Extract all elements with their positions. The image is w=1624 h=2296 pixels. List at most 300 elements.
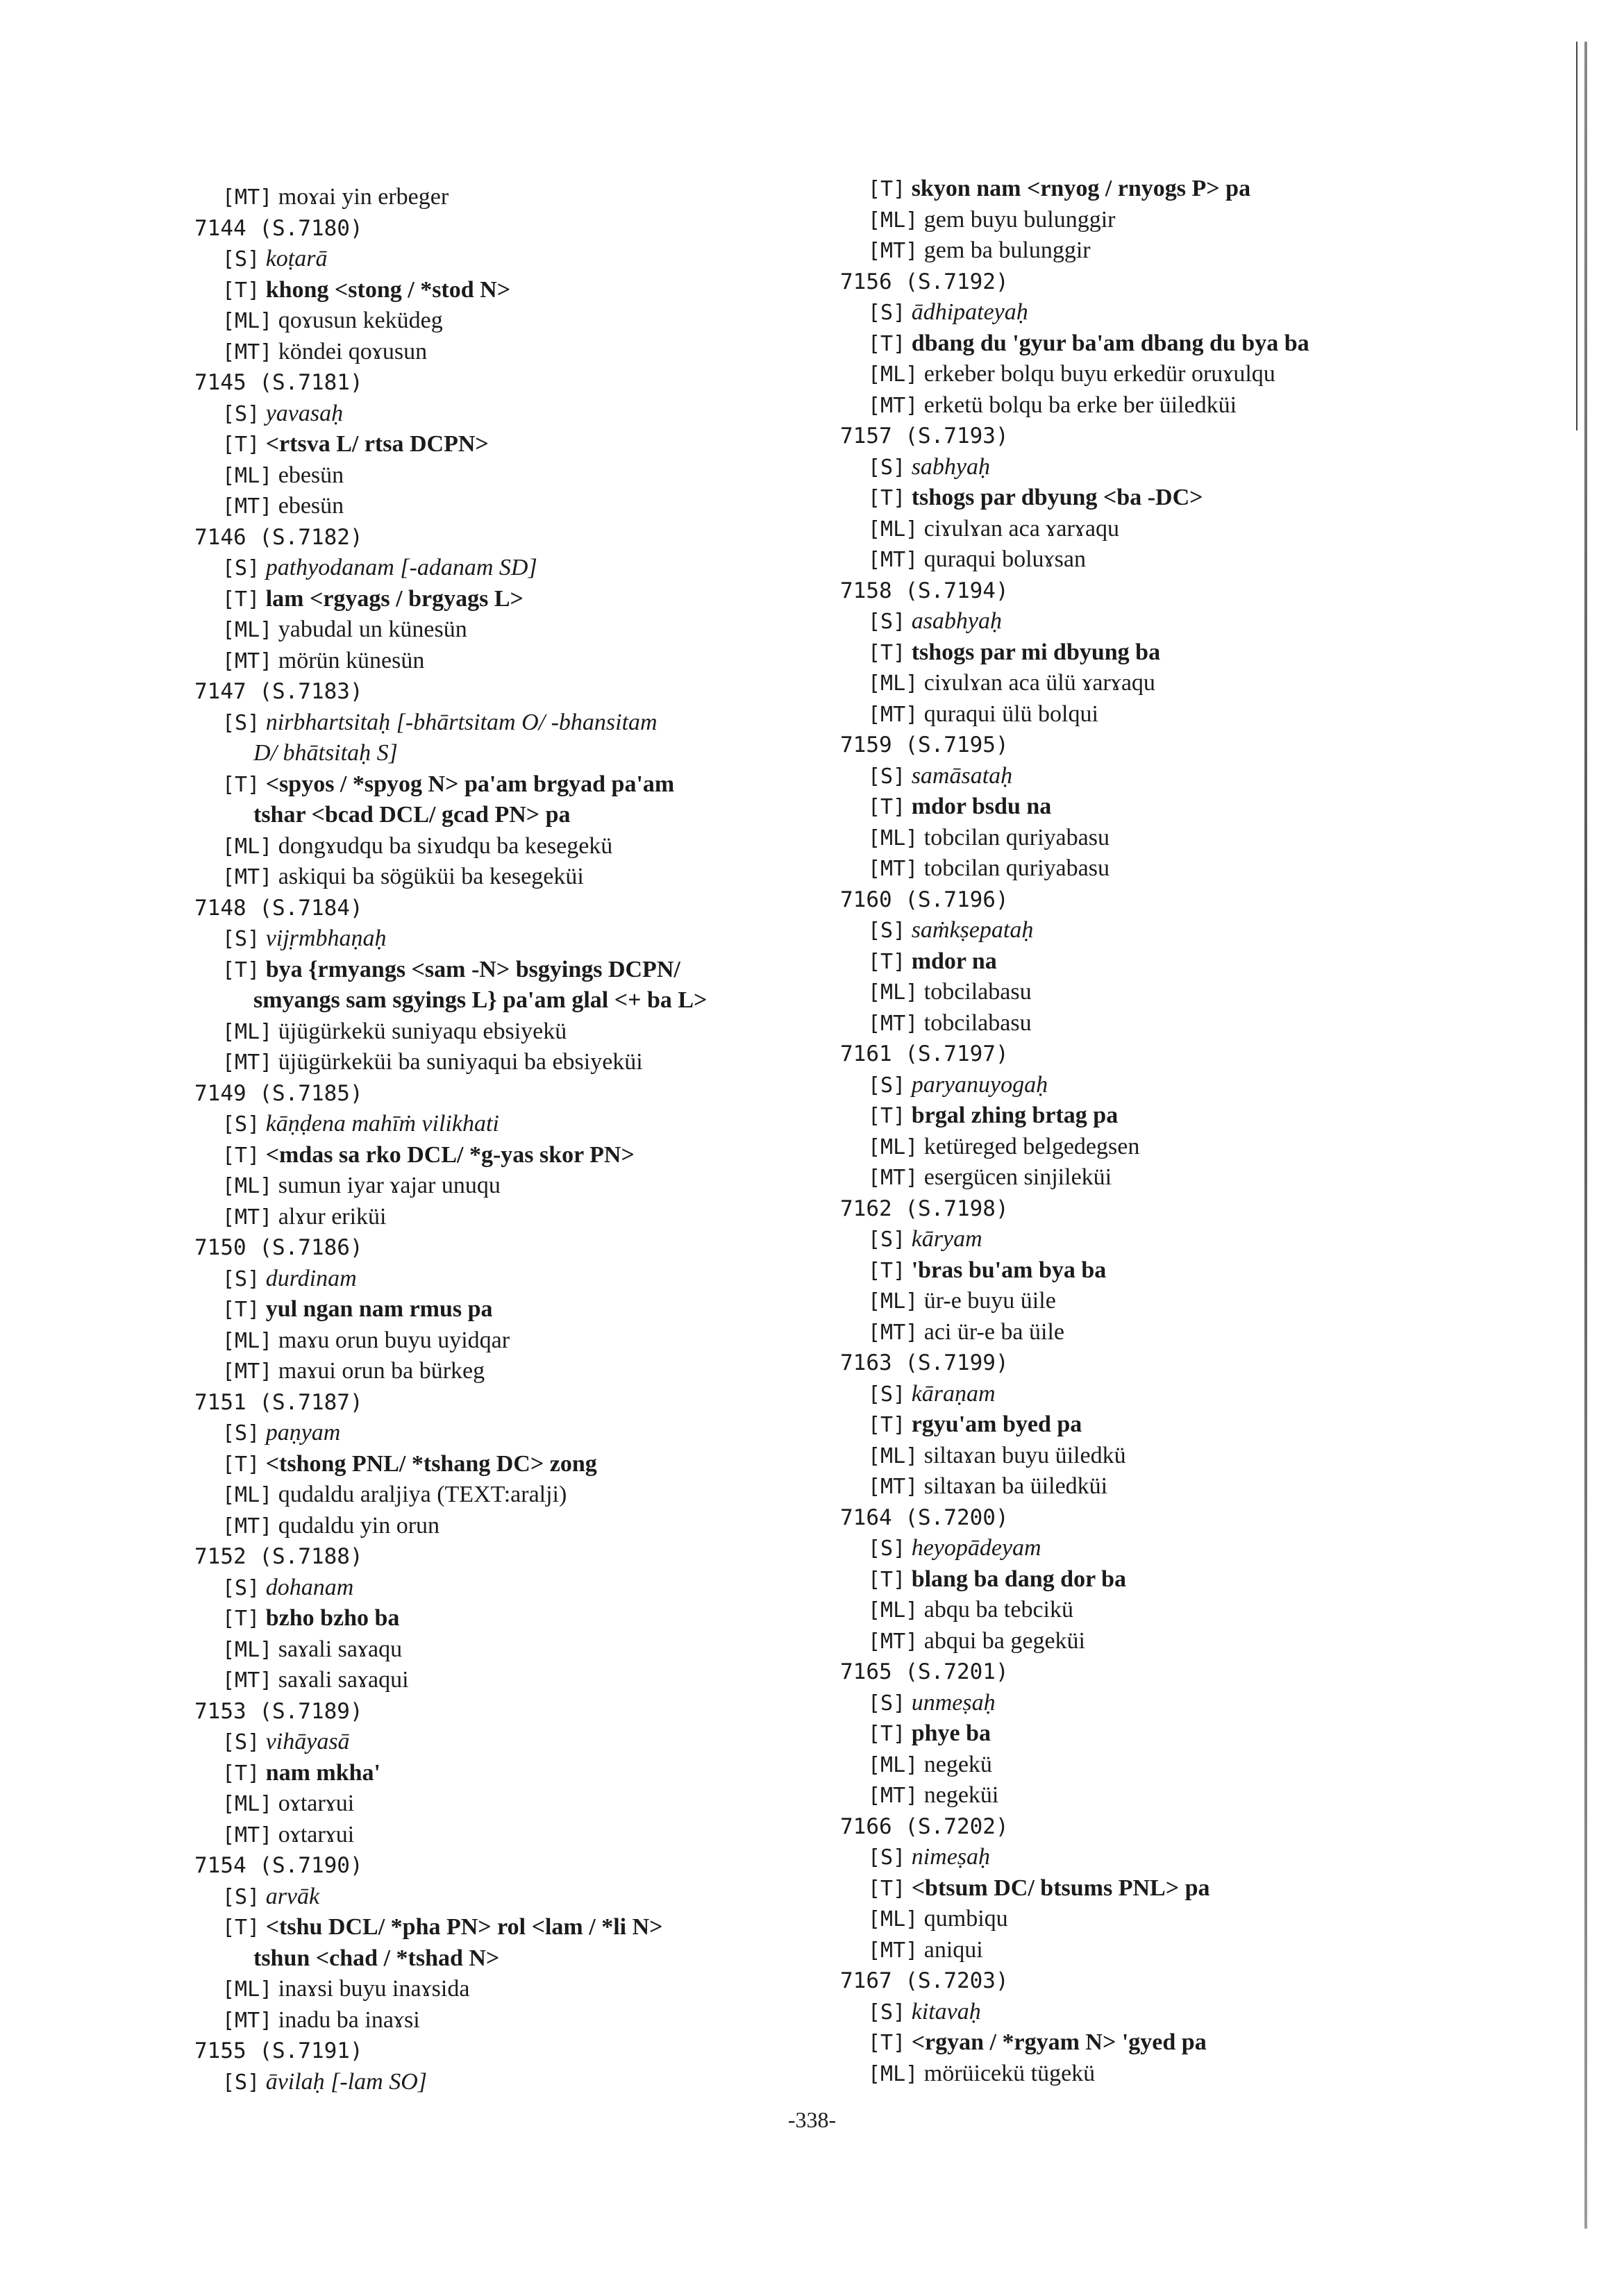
language-tag: [MT] [222,865,273,889]
entry-text: yul ngan nam rmus pa [265,1296,493,1322]
entry-text: negeküi [923,1782,999,1808]
entry-number-text: 7159 (S.7195) [840,732,1009,757]
language-tag: [ML] [868,1289,919,1314]
language-tag: [S] [868,1691,906,1716]
entry-line [840,1904,1479,1935]
language-tag: [MT] [222,185,273,210]
entry-text: quraqui boluɤsan [923,546,1086,572]
entry-text: <mdas sa rko DCL/ *g-yas skor PN> [265,1141,635,1168]
language-tag: [S] [222,1575,260,1600]
language-tag: [T] [868,949,906,974]
entry-text: qumbiqu [923,1906,1008,1932]
entry-number [194,1696,847,1727]
entry-text: saɤali saɤaqu [278,1636,403,1662]
language-tag: [S] [868,919,906,943]
entry-number [194,2036,847,2067]
entry-number-text: 7166 (S.7202) [840,1813,1009,1839]
language-tag: [S] [222,1730,260,1754]
entry-line [194,769,847,801]
entry-text: paṇyam [265,1420,341,1446]
entry-text: tshun <chad / *tshad N> [253,1945,500,1971]
entry-text: kāryam [911,1226,982,1252]
language-tag: [S] [222,1421,260,1446]
entry-text: esergücen sinjileküi [923,1164,1112,1190]
entry-text: ebesün [278,493,344,519]
language-tag: [T] [868,640,906,665]
entry-line [840,853,1479,885]
entry-line [840,1595,1479,1626]
entry-line [194,1047,847,1078]
entry-text: aci ür-e ba üile [923,1318,1065,1345]
entry-line [194,1171,847,1202]
entry-line [840,2059,1479,2090]
entry-text: brgal zhing brtag pa [911,1103,1119,1128]
entry-text: oɤtarɤui [278,1821,355,1847]
entry-line [194,1016,847,1048]
entry-number [194,522,847,553]
entry-text: negekü [923,1751,992,1777]
entry-text: maɤu orun buyu uyidqar [278,1327,510,1353]
entry-line [194,584,847,615]
left-column [194,182,847,2097]
language-tag: [S] [222,710,260,735]
entry-text: yabudal un künesün [278,617,467,642]
entry-text: kitavaḥ [911,1998,981,2025]
language-tag: [ML] [222,1328,273,1353]
entry-number-text: 7167 (S.7203) [840,1968,1009,1993]
entry-line [840,1533,1479,1564]
entry-number [840,1193,1479,1225]
entry-line [840,483,1479,514]
entry-line [840,1780,1479,1811]
entry-number-text: 7145 (S.7181) [194,370,363,395]
entry-number-text: 7150 (S.7186) [194,1235,363,1260]
entry-number-text: 7149 (S.7185) [194,1080,363,1106]
language-tag: [ML] [222,834,273,859]
continuation-line [194,800,847,831]
entry-line [194,460,847,492]
language-tag: [ML] [222,309,273,333]
language-tag: [T] [868,795,906,819]
entry-text: dbang du 'gyur ba'am dbang du bya ba [911,330,1309,356]
entry-text: erkeber bolqu buyu erkedür oruɤulqu [923,361,1275,387]
entry-line [840,452,1479,483]
entry-line [840,1750,1479,1781]
language-tag: [T] [868,1567,906,1592]
language-tag: [ML] [868,826,919,850]
continuation-line [194,985,847,1016]
entry-line [840,1997,1479,2028]
entry-text: heyopādeyam [911,1535,1041,1561]
entry-number-text: 7147 (S.7183) [194,679,363,704]
entry-line [194,1912,847,1943]
entry-line [194,1449,847,1480]
entry-line [840,1409,1479,1441]
entry-number [840,1966,1479,1997]
language-tag: [T] [868,1258,906,1283]
entry-text: <tshong PNL/ *tshang DC> zong [265,1450,597,1477]
entry-text: D/ bhātsitaḥ S] [253,740,398,766]
entry-number-text: 7158 (S.7194) [840,578,1009,603]
entry-text: bzho bzho ba [265,1605,400,1631]
entry-text: blang ba dang dor ba [911,1566,1126,1592]
entry-line [840,1873,1479,1904]
entry-text: nirbhartsitaḥ [-bhārtsitam O/ -bhansitam [265,709,658,735]
entry-line [840,1255,1479,1287]
entry-text: 'bras bu'am bya ba [911,1257,1107,1283]
language-tag: [MT] [222,648,273,673]
language-tag: [ML] [222,1019,273,1044]
language-tag: [MT] [222,1359,273,1384]
entry-number-text: 7163 (S.7199) [840,1350,1009,1375]
entry-line [194,1511,847,1542]
entry-text: tobcilan quriyabasu [923,824,1110,850]
entry-text: moɤai yin erbeger [278,184,449,210]
language-tag: [S] [222,556,260,580]
entry-number [194,367,847,399]
entry-line [194,646,847,677]
language-tag: [MT] [868,1166,919,1190]
language-tag: [S] [222,927,260,951]
entry-line [194,337,847,368]
entry-number-text: 7161 (S.7197) [840,1041,1009,1066]
entry-text: phye ba [911,1720,991,1746]
entry-text: üjügürkekü suniyaqu ebsiyekü [278,1018,567,1044]
language-tag: [MT] [222,2008,273,2033]
entry-number [840,421,1479,452]
entry-number-text: 7162 (S.7198) [840,1196,1009,1221]
continuation-line [194,1943,847,1975]
entry-line [840,1132,1479,1163]
entry-line [194,275,847,306]
entry-text: nimeṣaḥ [911,1844,991,1870]
language-tag: [MT] [868,1320,919,1345]
entry-line [840,668,1479,699]
entry-number [194,1232,847,1264]
language-tag: [ML] [222,463,273,488]
entry-line [840,1379,1479,1410]
language-tag: [S] [222,1112,260,1137]
entry-text: samāsataḥ [911,762,1013,789]
entry-line [840,2027,1479,2059]
entry-line [840,359,1479,390]
entry-line [194,1727,847,1758]
entry-text: abqui ba gegeküi [923,1627,1086,1654]
entry-line [840,1688,1479,1719]
language-tag: [S] [222,2070,260,2095]
binding-edge [1584,42,1587,2229]
language-tag: [ML] [222,1174,273,1198]
language-tag: [MT] [868,548,919,572]
language-tag: [S] [868,1845,906,1870]
entry-line [194,244,847,275]
entry-line [194,1603,847,1634]
language-tag: [MT] [868,1475,919,1499]
language-tag: [MT] [222,340,273,364]
language-tag: [ML] [222,1483,273,1507]
entry-text: qudaldu araljiya (TEXT:aralji) [278,1482,567,1507]
entry-line [840,1564,1479,1595]
entry-text: qudaldu yin orun [278,1512,440,1539]
continuation-line [194,738,847,769]
entry-text: saṁkṣepataḥ [911,917,1034,943]
entry-number [194,1078,847,1109]
entry-number [194,1387,847,1418]
language-tag: [ML] [222,618,273,642]
entry-line [840,1471,1479,1502]
language-tag: [S] [868,1382,906,1407]
language-tag: [T] [868,1722,906,1746]
entry-line [194,1109,847,1140]
entry-text: <rtsva L/ rtsa DCPN> [265,431,489,457]
entry-number [194,213,847,244]
entry-text: dohanam [265,1574,354,1600]
entry-text: ketüreged belgedegsen [923,1133,1140,1159]
entry-text: arvāk [265,1883,320,1909]
entry-line [194,1820,847,1851]
entry-line [840,1162,1479,1193]
entry-line [194,1202,847,1233]
binding-shadow [1576,42,1577,430]
language-tag: [T] [868,177,906,201]
entry-text: kāṇḍena mahīṁ vilikhati [265,1111,499,1137]
entry-text: skyon nam <rnyog / rnyogs P> pa [911,176,1251,201]
language-tag: [T] [868,1104,906,1128]
entry-line [194,2067,847,2098]
entry-text: ciɤulɤan aca ɤarɤaqu [923,515,1119,542]
entry-line [194,1325,847,1357]
entry-line [194,1882,847,1913]
language-tag: [MT] [222,1822,273,1847]
entry-text: tshar <bcad DCL/ gcad PN> pa [253,802,571,828]
entry-line [194,1665,847,1696]
language-tag: [ML] [868,1134,919,1159]
language-tag: [MT] [222,494,273,519]
entry-line [194,923,847,955]
entry-line [194,831,847,862]
entry-line [194,955,847,986]
entry-text: ür-e buyu üile [923,1288,1056,1314]
entry-line [840,1626,1479,1657]
entry-line [194,614,847,646]
entry-line [840,791,1479,823]
entry-line [840,823,1479,854]
page-number: -338- [787,2107,837,2132]
entry-line [840,1441,1479,1472]
entry-number [840,1348,1479,1379]
language-tag: [ML] [222,1792,273,1816]
entry-text: koṭarā [265,246,328,271]
entry-line [194,1356,847,1387]
entry-text: vijṛmbhaṇaḥ [265,925,387,951]
language-tag: [S] [868,1536,906,1561]
language-tag: [MT] [868,1938,919,1963]
entry-line [194,862,847,893]
entry-text: mörüicekü tügekü [923,2060,1096,2086]
entry-line [194,1294,847,1325]
entry-line [840,977,1479,1008]
entry-line [840,174,1479,205]
entry-line [194,491,847,522]
entry-line [840,1317,1479,1348]
entry-text: ādhipateyaḥ [911,299,1028,325]
entry-text: tobcilan quriyabasu [923,855,1110,881]
entry-text: kāraṇam [911,1380,996,1407]
entry-text: qoɤusun keküdeg [278,308,443,333]
entry-line [840,637,1479,669]
language-tag: [ML] [222,1637,273,1662]
entry-text: aniqui [923,1936,983,1963]
entry-line [194,1788,847,1820]
language-tag: [T] [222,278,260,303]
language-tag: [T] [868,331,906,356]
language-tag: [ML] [868,671,919,696]
entry-line [840,514,1479,545]
language-tag: [T] [868,2031,906,2055]
entry-text: <tshu DCL/ *pha PN> rol <lam / *li N> [265,1914,663,1940]
entry-text: asabhyaḥ [911,608,1003,634]
entry-text: rgyu'am byed pa [911,1411,1082,1437]
entry-number [840,1039,1479,1070]
entry-text: gem buyu bulunggir [923,206,1116,233]
entry-number-text: 7155 (S.7191) [194,2038,363,2063]
language-tag: [ML] [868,2061,919,2086]
entry-number-text: 7153 (S.7189) [194,1698,363,1724]
entry-line [840,328,1479,360]
entry-text: durdinam [265,1265,357,1291]
entry-number [840,576,1479,607]
entry-line [194,399,847,430]
entry-number [840,885,1479,916]
entry-text: oɤtarɤui [278,1791,355,1816]
entry-text: āvilaḥ [-lam SO] [265,2068,428,2095]
entry-number-text: 7148 (S.7184) [194,895,363,921]
entry-line [840,1286,1479,1317]
language-tag: [ML] [222,1977,273,2002]
language-tag: [ML] [868,1907,919,1932]
entry-number-text: 7151 (S.7187) [194,1389,363,1415]
entry-text: mörün künesün [278,647,425,673]
language-tag: [S] [868,764,906,789]
entry-text: inadu ba inaɤsi [278,2006,420,2033]
entry-text: mdor na [911,948,997,974]
entry-line [194,182,847,213]
entry-text: inaɤsi buyu inaɤsida [278,1976,470,2002]
language-tag: [MT] [222,1514,273,1539]
language-tag: [MT] [222,1050,273,1075]
entry-text: dongɤudqu ba siɤudqu ba kesegekü [278,832,613,859]
entry-text: ebesün [278,462,344,488]
language-tag: [S] [868,455,906,480]
entry-text: pathyodanam [-adanam SD] [265,555,537,580]
entry-text: erketü bolqu ba erke ber üiledküi [923,392,1237,418]
entry-number [840,730,1479,761]
entry-number-text: 7156 (S.7192) [840,269,1009,294]
language-tag: [ML] [868,1598,919,1623]
entry-line [194,1418,847,1449]
entry-text: sumun iyar ɤajar unuqu [278,1173,501,1198]
entry-line [840,915,1479,946]
entry-text: <spyos / *spyog N> pa'am brgyad pa'am [265,771,675,797]
entry-line [194,1974,847,2005]
entry-text: bya {rmyangs <sam -N> bsgyings DCPN/ [265,956,680,982]
entry-number-text: 7164 (S.7200) [840,1505,1009,1530]
entry-line [840,1935,1479,1966]
entry-line [840,1100,1479,1132]
language-tag: [T] [222,433,260,457]
language-tag: [MT] [868,1011,919,1036]
entry-text: tobcilabasu [923,979,1032,1005]
entry-line [840,1718,1479,1750]
entry-text: <rgyan / *rgyam N> 'gyed pa [911,2029,1207,2055]
language-tag: [MT] [868,857,919,881]
language-tag: [T] [222,772,260,797]
entry-line [840,699,1479,730]
language-tag: [ML] [868,980,919,1005]
entry-text: paryanuyogaḥ [911,1071,1048,1098]
language-tag: [T] [222,1143,260,1168]
entry-text: alɤur eriküi [278,1203,387,1230]
language-tag: [S] [868,1227,906,1252]
entry-line [194,305,847,337]
entry-number [840,1502,1479,1534]
entry-text: mdor bsdu na [911,794,1052,819]
language-tag: [T] [222,1452,260,1477]
entry-number-text: 7144 (S.7180) [194,215,363,241]
language-tag: [MT] [868,239,919,263]
entry-text: gem ba bulunggir [923,237,1091,263]
language-tag: [S] [222,247,260,271]
entry-line [840,1224,1479,1255]
entry-text: unmeṣaḥ [911,1689,996,1716]
right-column [840,174,1479,2089]
entry-line [840,761,1479,792]
language-tag: [T] [868,486,906,510]
entry-line [194,1140,847,1171]
entry-line [194,1758,847,1789]
language-tag: [S] [222,1884,260,1909]
language-tag: [ML] [868,1443,919,1468]
entry-text: khong <stong / *stod N> [265,276,511,303]
language-tag: [T] [222,1298,260,1322]
entry-number [194,1541,847,1573]
entry-text: tshogs par mi dbyung ba [911,639,1161,665]
language-tag: [MT] [222,1205,273,1230]
entry-text: askiqui ba sögüküi ba kesegeküi [278,864,584,889]
entry-number-text: 7157 (S.7193) [840,424,1009,449]
language-tag: [S] [868,301,906,325]
entry-line [840,606,1479,637]
language-tag: [T] [222,957,260,982]
language-tag: [T] [868,1876,906,1901]
language-tag: [MT] [868,1629,919,1654]
entry-line [194,1573,847,1604]
language-tag: [T] [222,1916,260,1940]
language-tag: [MT] [868,1784,919,1808]
entry-number-text: 7160 (S.7196) [840,887,1009,912]
entry-number [194,1850,847,1882]
entry-number-text: 7152 (S.7188) [194,1544,363,1569]
language-tag: [ML] [868,1752,919,1777]
entry-line [194,1480,847,1511]
language-tag: [S] [222,1266,260,1291]
entry-line [194,1634,847,1666]
entry-text: lam <rgyags / brgyags L> [265,585,524,612]
entry-number [840,1811,1479,1843]
entry-number [194,893,847,924]
entry-line [840,235,1479,267]
entry-number [840,267,1479,298]
